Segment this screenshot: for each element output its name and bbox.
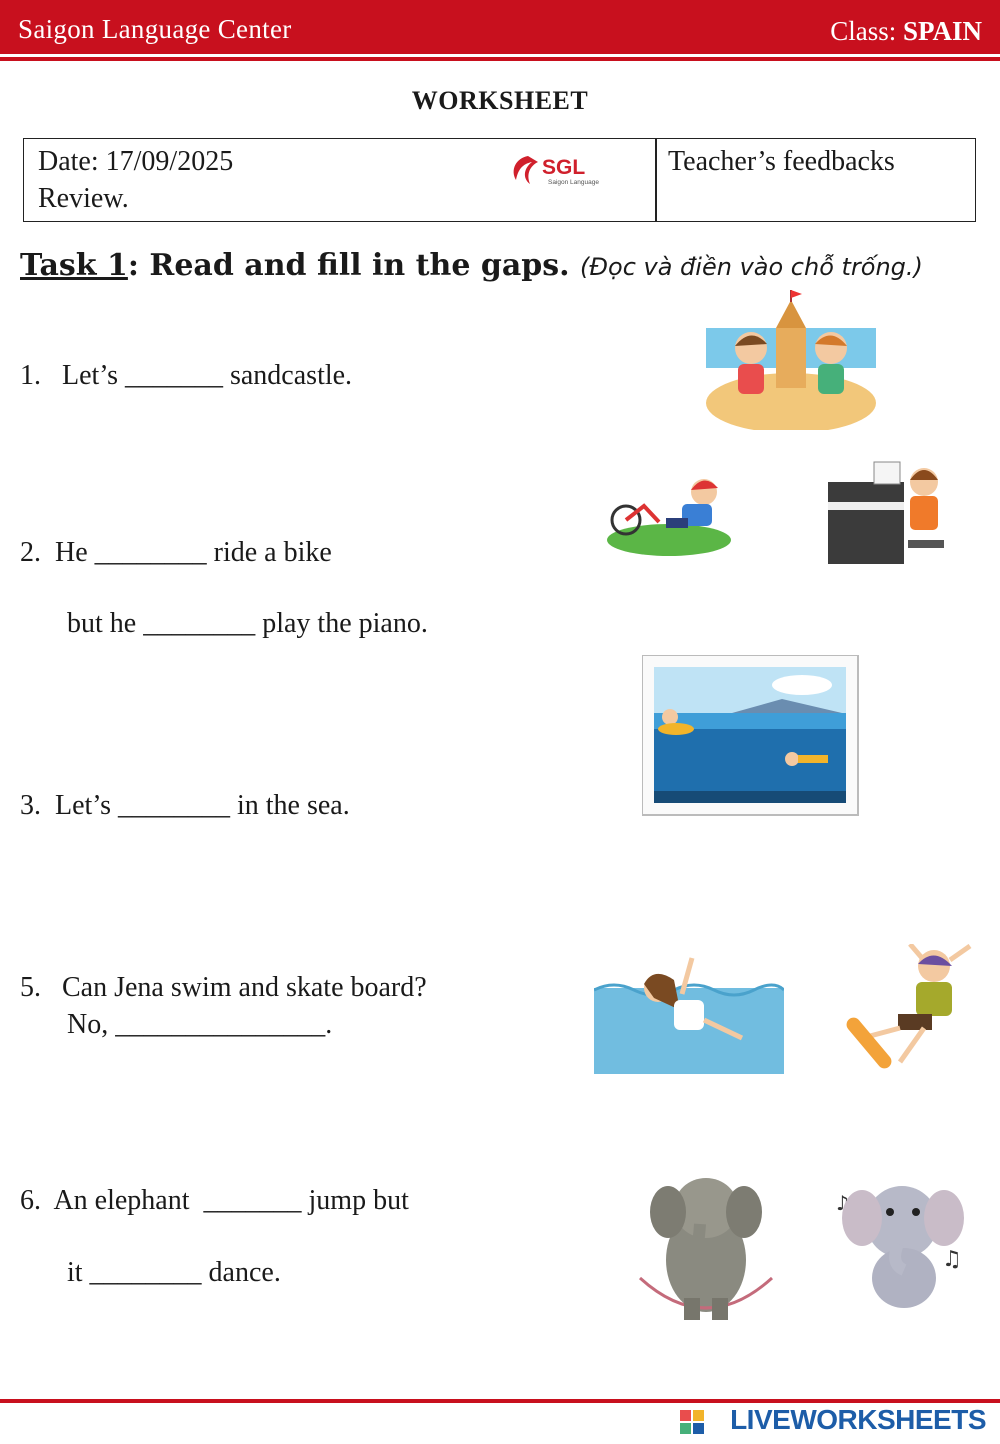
boy-playing-piano-image [826,458,946,570]
elephant-dancing-image [832,1170,976,1320]
question-5-line-2: No, _______________. [67,1009,333,1040]
topic-text: Review. [38,183,129,214]
question-6-line-1: 6. An elephant _______ jump but [20,1185,409,1216]
boy-fell-off-bike-image [604,470,734,558]
info-table-divider [655,138,657,222]
task-heading [20,248,923,283]
class-value: SPAIN [902,16,982,46]
question-1: 1. Let’s _______ sandcastle. [20,360,353,391]
sgl-logo [508,150,608,190]
class-info [830,16,982,47]
question-2-line-2: but he ________ play the piano. [67,608,428,639]
logo-subtext: Saigon Language [548,179,599,186]
boy-falling-skateboard-image [834,944,978,1086]
task-instruction: : Read and fill in the gaps. [127,248,570,283]
footer-divider [0,1399,1000,1403]
sandcastle-kids-image [706,288,876,430]
swimming-in-sea-image [642,655,860,817]
worksheet-title: WORKSHEET [411,86,589,115]
header-divider [0,57,1000,61]
teacher-feedback-label: Teacher’s feedbacks [668,146,895,177]
liveworksheets-logo-icon [680,1410,704,1434]
date-text: Date: 17/09/2025 [38,146,234,177]
svg-text:♫: ♫ [942,1247,962,1272]
task-label: Task 1 [20,248,128,283]
elephant-jumping-rope-image [628,1168,784,1324]
svg-text:♪: ♪ [836,1191,849,1215]
center-name: Saigon Language Center [18,14,292,44]
logo-text: SGL [542,156,586,179]
question-6-line-2: it ________ dance. [67,1257,281,1288]
task-translation: (Đọc và điền vào chỗ trống.) [580,253,923,281]
liveworksheets-brand[interactable]: LIVEWORKSHEETS [730,1404,986,1435]
girl-drowning-image [594,950,784,1074]
question-3: 3. Let’s ________ in the sea. [20,790,350,821]
class-label: Class: [830,16,897,46]
question-5-line-1: 5. Can Jena swim and skate board? [20,972,427,1003]
question-2-line-1: 2. He ________ ride a bike [20,537,332,568]
